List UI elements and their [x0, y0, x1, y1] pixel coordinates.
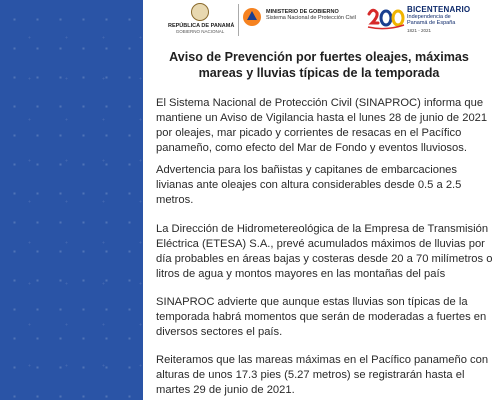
text-line: mantiene un Aviso de Vigilancia hasta el lunes 28 de junio de 2021	[156, 111, 488, 124]
text-line: La Dirección de Hidrometereológica de la Empresa de Transmisión	[156, 223, 489, 235]
bicentenario-label: BICENTENARIO	[407, 5, 471, 14]
text-line: Advertencia para los bañistas y capitanes de embarcaciones	[156, 164, 457, 176]
text-line: Eléctrica (ETESA) S.A., prevé acumulados máximos de lluvias por	[156, 237, 485, 250]
bicentenario-200-icon	[366, 5, 406, 31]
bicentenario-logo	[366, 2, 491, 40]
text-line: temporada habrá momentos que serán de moderadas a fuertes en	[156, 310, 487, 323]
text-line: metros.	[156, 193, 194, 206]
notice-title	[143, 49, 495, 81]
paragraph-sinaproc-advierte	[156, 295, 491, 340]
title-line: Aviso de Prevención por fuertes oleajes, máximas	[169, 50, 469, 64]
text-line: martes 29 de junio de 2021.	[156, 383, 295, 396]
independencia-label: Independencia de	[407, 14, 451, 20]
paragraph-aviso-vigilancia	[156, 96, 491, 156]
sinaproc-label: Sistema Nacional de Protección Civil	[266, 15, 356, 21]
text-line: livianas ante oleajes con altura considerables desde 0.5 a 2.5	[156, 178, 462, 191]
notice-card	[143, 42, 495, 400]
text-line: El Sistema Nacional de Protección Civil (SINAPROC) informa que	[156, 97, 484, 109]
republica-panama-logo	[168, 3, 235, 39]
republica-label: REPÚBLICA DE PANAMÁ	[168, 23, 235, 29]
gobierno-label: GOBIERNO NACIONAL	[175, 29, 225, 34]
logo-divider	[238, 4, 239, 36]
paragraph-mareas-maximas	[156, 353, 491, 398]
paragraph-etesa-lluvias	[156, 222, 491, 282]
text-line: SINAPROC advierte que aunque estas lluvias son típicas de la	[156, 296, 468, 308]
ministerio-logo	[243, 4, 358, 36]
text-line: día probables en áreas bajas y costeras desde 20 a 70 milímetros o	[156, 252, 493, 265]
text-line: litros de agua y montos mayores en las montañas del país	[156, 267, 446, 280]
text-line: panameño, como efecto del Mar de Fondo y eventos lluviosos.	[156, 141, 467, 154]
text-line: por oleajes, mar picado y corrientes de resacas en el Pacífico	[156, 126, 462, 139]
civil-protection-emblem-icon	[243, 8, 261, 26]
coat-of-arms-icon	[191, 3, 209, 21]
title-line: mareas y lluvias típicas de la temporada	[198, 66, 440, 80]
text-line: alturas de unos 17.3 pies (5.27 metros) se registrarán hasta el	[156, 368, 465, 381]
ministerio-label: MINISTERIO DE GOBIERNO	[266, 9, 339, 15]
text-line: diversos sectores el país.	[156, 325, 283, 338]
paragraph-advertencia	[156, 163, 491, 208]
bicentenario-years: 1821 - 2021	[407, 28, 432, 33]
decorative-blue-sidebar	[0, 0, 143, 400]
panama-espana-label: Panamá de España	[407, 20, 456, 26]
text-line: Reiteramos que las mareas máximas en el Pacífico panameño con	[156, 354, 489, 366]
